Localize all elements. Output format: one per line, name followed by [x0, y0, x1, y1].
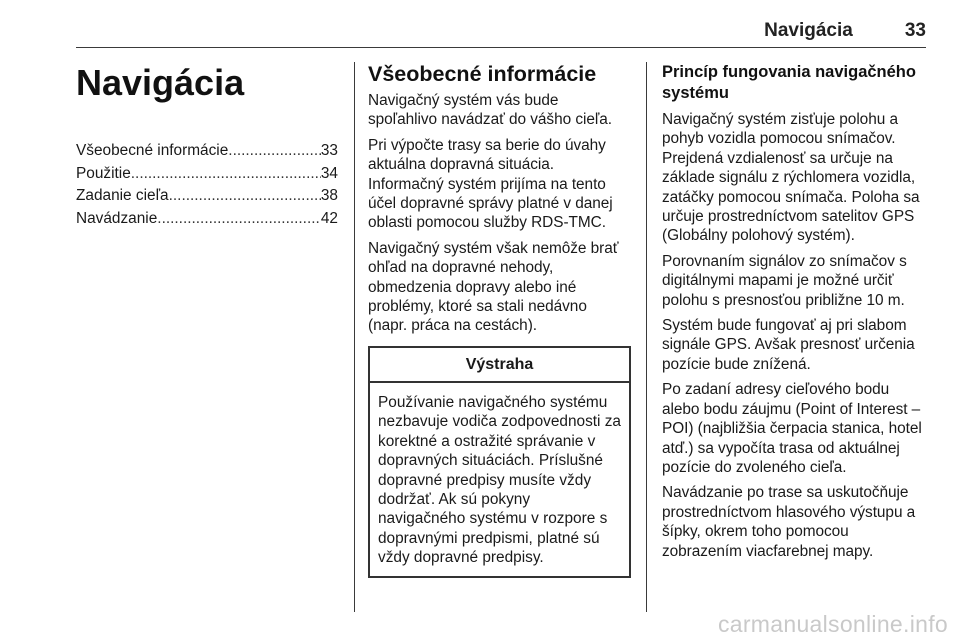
- toc-entry-label: Použitie: [76, 164, 131, 182]
- toc-entry[interactable]: [76, 163, 338, 186]
- paragraph: Navádzanie po trase sa uskutočňuje prostredníctvom hlasového výstupu a šípky, okrem toho pomocou zobrazením viacfarebnej mapy.: [662, 484, 916, 560]
- page-number: 33: [904, 20, 926, 41]
- toc-entry-label: Všeobecné informácie: [76, 142, 229, 159]
- section-heading-general: Všeobecné informácie: [368, 62, 597, 86]
- paragraph: Porovnaním signálov zo snímačov s digitálnymi mapami je možné určiť polohu s presnosťou približne 10 m.: [662, 252, 907, 309]
- toc-entry-page: 42: [320, 209, 338, 227]
- header-rule: [76, 47, 926, 48]
- toc-entry-label: Navádzanie: [76, 209, 158, 227]
- toc-entry[interactable]: [76, 208, 338, 231]
- column-divider-1: [354, 62, 355, 612]
- chapter-title: Navigácia: [76, 62, 245, 103]
- paragraph: Pri výpočte trasy sa berie do úvahy aktuálna dopravná situácia. Informačný systém prijíma na tento účel dopravné správy platné v danej oblasti pomocou služby RDS-TMC.: [368, 136, 613, 232]
- toc-leader: [131, 163, 321, 186]
- paragraph: Navigačný systém vás bude spoľahlivo navádzať do vášho cieľa.: [368, 92, 613, 129]
- toc-leader: [157, 208, 321, 231]
- toc-entry-page: 33: [320, 142, 338, 159]
- warning-title: Výstraha: [370, 348, 629, 383]
- toc-entry-label: Zadanie cieľa: [76, 187, 169, 204]
- watermark-text: carmanualsonline.info: [717, 611, 948, 637]
- paragraph: Po zadaní adresy cieľového bodu alebo bodu záujmu (Point of Interest – POI) (najbližšia čerpacia stanica, hotel atď.) sa vypočíta trasa od aktuálnej pozície do zvoleného cieľa.: [662, 381, 922, 476]
- section-heading-principle: Princíp fungovania navigačného systému: [662, 63, 916, 102]
- running-header-title: Navigácia: [764, 20, 853, 41]
- column-middle: [368, 62, 630, 578]
- toc-leader: [228, 140, 321, 163]
- column-divider-2: [646, 62, 647, 612]
- toc-entry-page: 38: [320, 187, 338, 204]
- toc-leader: [169, 185, 321, 208]
- toc-entry[interactable]: [76, 185, 338, 208]
- paragraph: Navigačný systém zisťuje polohu a pohyb vozidla pomocou snímačov. Prejdená vzdialenosť sa určuje na základe signálu z rýchlomera vozidla, zatáčky pomocou snímača. Poloha sa určuje prostredníctvom satelitov GPS (Globálny polohový systém).: [662, 111, 920, 245]
- warning-text: Používanie navigačného systému nezbavuje vodiča zodpovednosti za korektné a ostražité správanie v dopravných situáciách. Príslušné dopravné predpisy musíte vždy dodržať. Ak sú pokyny navigačného systému v rozpore s dopravnými predpismi, platné sú vždy dopravné predpisy.: [378, 393, 621, 567]
- running-header: [764, 20, 926, 42]
- table-of-contents: [76, 140, 338, 230]
- toc-entry-page: 34: [320, 164, 338, 182]
- column-right: [662, 62, 924, 567]
- column-left: [76, 62, 338, 246]
- warning-box: [368, 346, 631, 578]
- toc-entry[interactable]: [76, 140, 338, 163]
- paragraph: Navigačný systém však nemôže brať ohľad na dopravné nehody, obmedzenia dopravy alebo iné problémy, ktoré sa stali nedávno (napr. práca na cestách).: [368, 239, 619, 335]
- paragraph: Systém bude fungovať aj pri slabom signále GPS. Avšak presnosť určenia pozície bude znížená.: [662, 317, 915, 373]
